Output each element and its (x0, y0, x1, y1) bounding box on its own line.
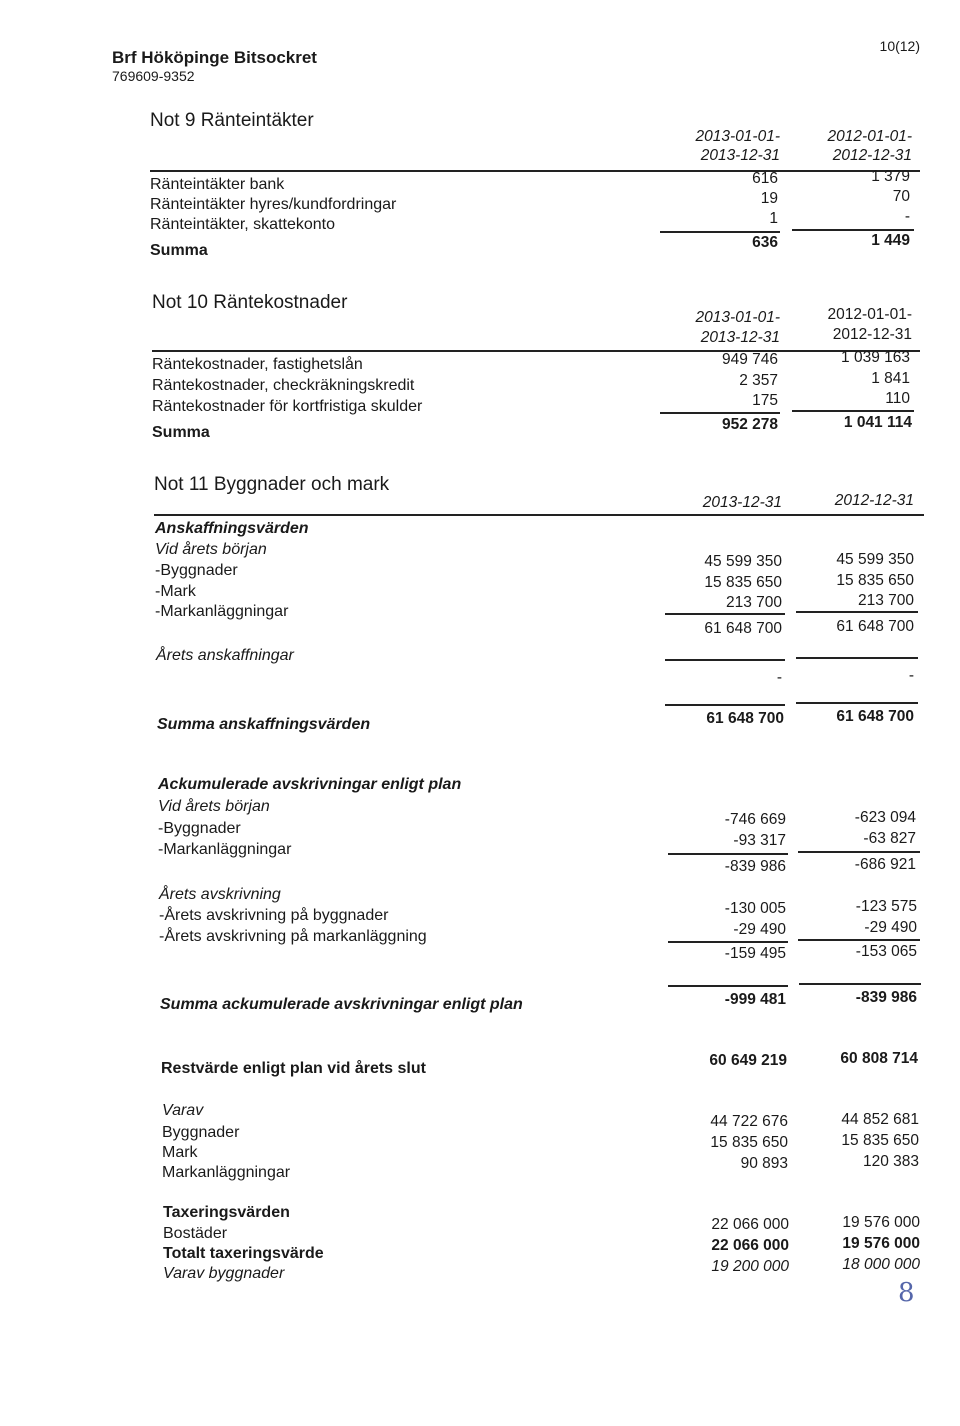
tax-row-v2: 19 576 000 (842, 1214, 920, 1231)
acq-subtotal-rule-1 (665, 613, 785, 615)
varav-row-v2: 15 835 650 (841, 1132, 919, 1149)
acq-year-rule-1 (665, 659, 785, 661)
dep-row-label: -Byggnader (158, 820, 241, 837)
note10-col1-line1: 2013-01-01- (695, 309, 780, 326)
note10-row-v1: 949 746 (721, 351, 778, 368)
varav-row-v2: 120 383 (862, 1153, 919, 1170)
dep-row-v2: -623 094 (854, 809, 916, 826)
dep-subtotal-rule-1 (668, 853, 788, 855)
note10-sum-rule-2 (792, 410, 914, 412)
note10-sum-v1: 952 278 (721, 416, 778, 433)
note9-row-v2: - (904, 208, 910, 225)
acq-year-v1: - (776, 669, 782, 686)
varav-row-v1: 44 722 676 (710, 1113, 788, 1130)
note9-sum-label: Summa (150, 242, 208, 259)
tax-varav-v1: 19 200 000 (711, 1258, 789, 1275)
tax-total-v1: 22 066 000 (711, 1237, 789, 1254)
dep-year-subtotal-v2: -153 065 (855, 943, 917, 960)
note10-col1-line2: 2013-12-31 (700, 329, 780, 346)
dep-row-v2: -63 827 (863, 830, 916, 847)
dep-year-heading: Årets avskrivning (159, 886, 281, 903)
residual-v1: 60 649 219 (709, 1052, 787, 1069)
dep-subtotal-rule-2 (798, 851, 920, 853)
dep-sum-v1: -999 481 (724, 991, 786, 1008)
note10-row-label: Räntekostnader, checkräkningskredit (152, 377, 415, 394)
note9-sum-v2: 1 449 (871, 232, 910, 249)
tax-row-v1: 22 066 000 (711, 1216, 789, 1233)
acq-sum-v1: 61 648 700 (706, 710, 784, 727)
dep-year-subtotal-rule-2 (798, 939, 920, 941)
note11-col1: 2013-12-31 (702, 494, 782, 511)
note10-row-v2: 1 841 (871, 370, 910, 387)
acq-sum-rule-1 (665, 704, 785, 706)
dep-year-row-label: -Årets avskrivning på byggnader (159, 907, 389, 924)
note10-row-label: Räntekostnader, fastighetslån (152, 356, 363, 373)
note9-row-v1: 1 (769, 210, 778, 227)
note9-row-label: Ränteintäkter bank (150, 176, 285, 193)
acq-start: Vid årets början (155, 541, 267, 558)
note9-col2-line1: 2012-01-01- (827, 128, 912, 145)
note9-row-v1: 19 (760, 190, 778, 207)
varav-row-label: Markanläggningar (162, 1164, 291, 1181)
note9-sum-rule-1 (660, 231, 780, 233)
dep-year-row-v1: -29 490 (733, 921, 786, 938)
org-name: Brf Hököpinge Bitsockret (112, 48, 317, 67)
note9-col2-line2: 2012-12-31 (832, 147, 912, 164)
note10-sum-label: Summa (152, 424, 210, 441)
acq-row-v2: 45 599 350 (836, 551, 914, 568)
dep-sum-rule-2 (799, 983, 921, 985)
acq-row-v1: 45 599 350 (704, 553, 782, 570)
note9-row-label: Ränteintäkter hyres/kundfordringar (150, 196, 397, 213)
dep-row-v1: -746 669 (724, 811, 786, 828)
dep-subtotal-v1: -839 986 (724, 858, 786, 875)
acq-year-rule-2 (796, 657, 918, 659)
tax-total-v2: 19 576 000 (842, 1235, 920, 1252)
acq-row-label: -Byggnader (155, 562, 238, 579)
dep-row-v1: -93 317 (733, 832, 786, 849)
acq-year-label: Årets anskaffningar (156, 647, 294, 664)
note9-row-label: Ränteintäkter, skattekonto (150, 216, 335, 233)
acq-year-v2: - (908, 667, 914, 684)
org-number: 769609-9352 (112, 68, 195, 84)
note9-title: Not 9 Ränteintäkter (150, 110, 314, 131)
acq-subtotal-rule-2 (796, 611, 918, 613)
note10-sum-rule-1 (660, 412, 780, 414)
note9-row-v2: 1 379 (871, 168, 910, 185)
varav-heading: Varav (162, 1102, 204, 1119)
varav-row-label: Byggnader (162, 1124, 240, 1141)
acq-row-label: -Markanläggningar (155, 603, 289, 620)
note11-header-rule (154, 514, 924, 516)
residual-label: Restvärde enligt plan vid årets slut (161, 1060, 426, 1077)
note10-col2-line2: 2012-12-31 (832, 326, 912, 343)
dep-year-row-v2: -29 490 (864, 919, 917, 936)
residual-v2: 60 808 714 (840, 1050, 918, 1067)
dep-year-row-label: -Årets avskrivning på markanläggning (159, 928, 427, 945)
dep-year-subtotal-rule-1 (668, 941, 788, 943)
tax-varav-label: Varav byggnader (163, 1265, 285, 1282)
dep-start: Vid årets början (158, 798, 270, 815)
varav-row-v2: 44 852 681 (841, 1111, 919, 1128)
acq-heading: Anskaffningsvärden (155, 520, 309, 537)
tax-varav-v2: 18 000 000 (842, 1256, 920, 1273)
acq-subtotal-v1: 61 648 700 (704, 620, 782, 637)
note10-row-label: Räntekostnader för kortfristiga skulder (152, 398, 423, 415)
note10-row-v2: 1 039 163 (841, 349, 910, 366)
tax-row-label: Bostäder (163, 1225, 228, 1242)
acq-row-v1: 15 835 650 (704, 574, 782, 591)
acq-sum-v2: 61 648 700 (836, 708, 914, 725)
note10-sum-v2: 1 041 114 (843, 414, 912, 431)
dep-sum-rule-1 (668, 985, 788, 987)
tax-total-label: Totalt taxeringsvärde (163, 1245, 324, 1262)
note10-row-v1: 175 (752, 392, 778, 409)
note9-sum-rule-2 (792, 229, 914, 231)
acq-sum-rule-2 (796, 702, 918, 704)
note10-title: Not 10 Räntekostnader (152, 292, 348, 313)
dep-sum-v2: -839 986 (855, 989, 917, 1006)
dep-heading: Ackumulerade avskrivningar enligt plan (158, 776, 462, 793)
note10-col2-line1: 2012-01-01- (827, 306, 912, 323)
acq-sum-label: Summa anskaffningsvärden (157, 716, 371, 733)
note10-row-v1: 2 357 (739, 372, 778, 389)
acq-row-label: -Mark (155, 583, 196, 600)
dep-year-subtotal-v1: -159 495 (724, 945, 786, 962)
note9-col1-line2: 2013-12-31 (700, 147, 780, 164)
acq-row-v1: 213 700 (725, 594, 782, 611)
varav-row-v1: 90 893 (740, 1155, 788, 1172)
dep-year-row-v1: -130 005 (724, 900, 786, 917)
page-number: 10(12) (879, 38, 920, 54)
note9-sum-v1: 636 (752, 234, 778, 251)
handwritten-mark: 8 (898, 1278, 915, 1308)
varav-row-v1: 15 835 650 (710, 1134, 788, 1151)
dep-year-row-v2: -123 575 (855, 898, 917, 915)
note9-col1-line1: 2013-01-01- (695, 128, 780, 145)
acq-row-v2: 15 835 650 (836, 572, 914, 589)
note9-row-v1: 616 (752, 170, 778, 187)
note11-title: Not 11 Byggnader och mark (154, 474, 390, 495)
note9-row-v2: 70 (892, 188, 910, 205)
acq-subtotal-v2: 61 648 700 (836, 618, 914, 635)
note11-col2: 2012-12-31 (834, 492, 914, 509)
varav-row-label: Mark (162, 1144, 198, 1161)
note10-row-v2: 110 (885, 390, 910, 407)
acq-row-v2: 213 700 (857, 592, 914, 609)
dep-sum-label: Summa ackumulerade avskrivningar enligt plan (160, 996, 523, 1013)
dep-subtotal-v2: -686 921 (854, 856, 916, 873)
tax-heading: Taxeringsvärden (163, 1204, 290, 1221)
dep-row-label: -Markanläggningar (158, 841, 292, 858)
